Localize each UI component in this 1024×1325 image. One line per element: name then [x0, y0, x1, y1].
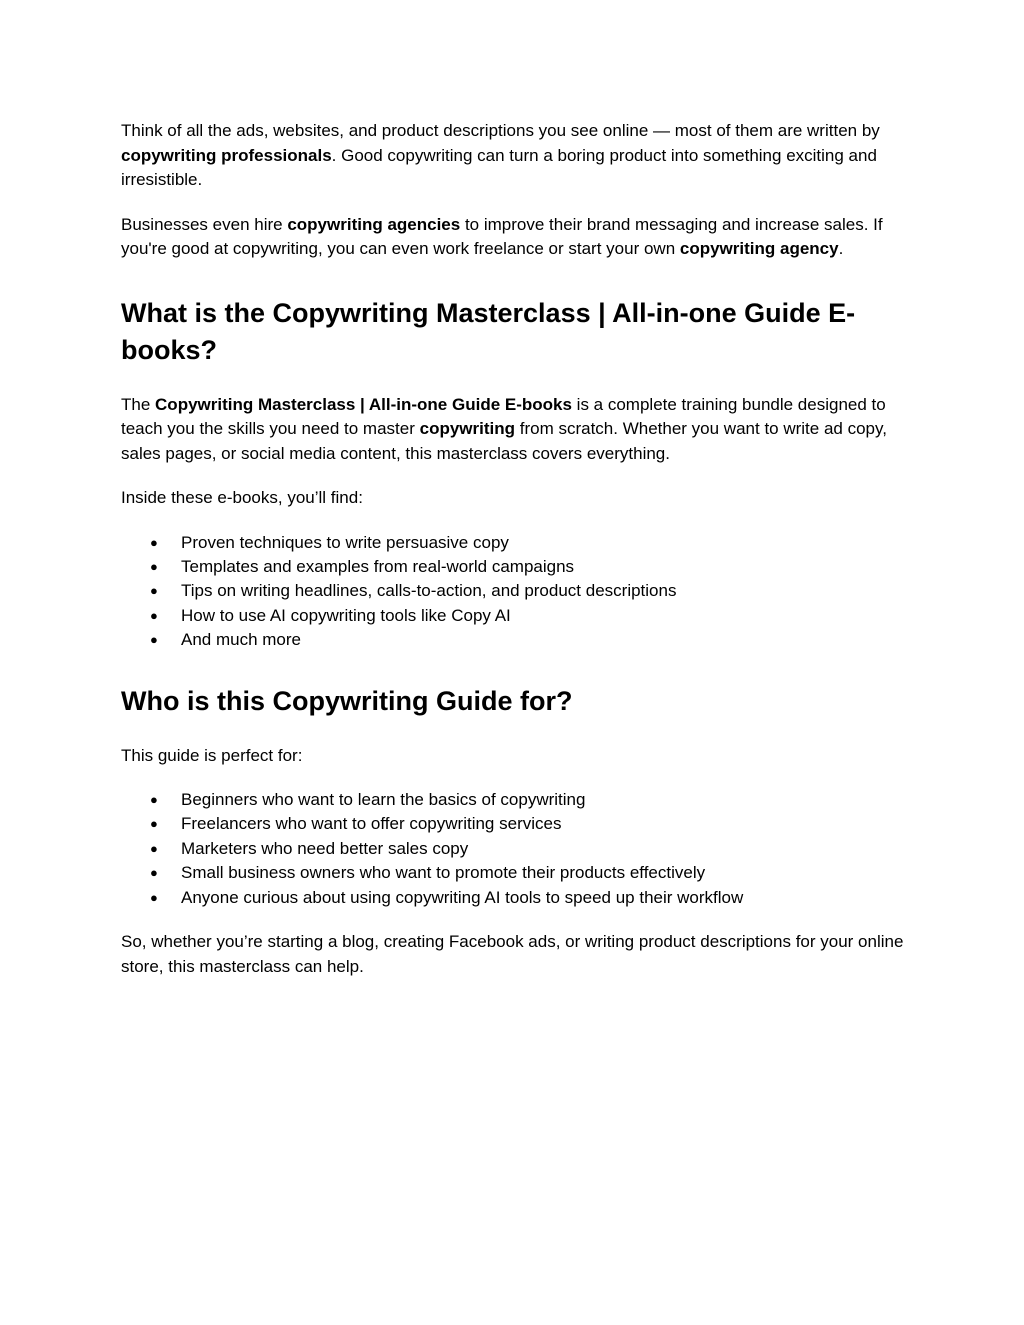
list-item: [121, 837, 911, 861]
text-run: The: [121, 394, 156, 414]
text-run: is a complete training bundle designed to teach you the skills you need to master: [121, 394, 886, 438]
bullet-icon: ●: [150, 840, 158, 856]
audience-intro-paragraph: This guide is perfect for:: [121, 745, 303, 765]
bold-term: copywriting professionals: [121, 145, 332, 165]
document-page: [121, 119, 911, 979]
audience-list: [121, 788, 911, 910]
bullet-icon: ●: [150, 792, 158, 808]
list-item-text: Marketers who need better sales copy: [181, 838, 469, 858]
list-item: [121, 812, 911, 836]
masterclass-description-paragraph: [121, 393, 911, 467]
bullet-icon: ●: [150, 889, 158, 905]
list-item-text: Proven techniques to write persuasive copy: [181, 532, 509, 552]
bullet-icon: ●: [150, 816, 158, 832]
ebook-contents-list: [121, 531, 911, 653]
list-item: [121, 555, 911, 579]
list-item: [121, 579, 911, 603]
text-run: Think of all the ads, websites, and product descriptions you see online — most of them are written by: [121, 121, 880, 140]
list-item: [121, 788, 911, 812]
text-run: from scratch. Whether you want to write ad copy, sales pages, or social media content, this masterclass covers everything.: [121, 419, 887, 463]
bullet-icon: ●: [150, 632, 158, 648]
list-item-text: And much more: [181, 630, 301, 650]
closing-paragraph: So, whether you’re starting a blog, creating Facebook ads, or writing product descriptions for your online store, this masterclass can help.: [121, 932, 904, 976]
bold-term: copywriting agencies: [287, 214, 461, 234]
list-item: [121, 886, 911, 910]
section-heading-what-is: What is the Copywriting Masterclass | All-in-one Guide E-books?: [121, 297, 856, 365]
list-item-text: Freelancers who want to offer copywriting services: [181, 814, 562, 834]
text-run: .: [838, 239, 844, 258]
text-run: to improve their brand messaging and increase sales. If you're good at copywriting, you can even work freelance or start your own: [121, 214, 883, 258]
list-item-text: Small business owners who want to promote their products effectively: [181, 863, 706, 883]
list-item-text: Tips on writing headlines, calls-to-action, and product descriptions: [181, 581, 677, 601]
list-item-text: Anyone curious about using copywriting AI tools to speed up their workflow: [181, 887, 744, 907]
list-item: [121, 861, 911, 885]
inside-ebooks-paragraph: Inside these e-books, you’ll find:: [121, 488, 363, 507]
bold-term: copywriting: [419, 419, 516, 438]
list-item: [121, 604, 911, 628]
bullet-icon: ●: [150, 865, 158, 881]
bold-term: Copywriting Masterclass | All-in-one Guide E-books: [155, 394, 572, 414]
list-item: [121, 531, 911, 555]
section-heading-who-is-for: Who is this Copywriting Guide for?: [121, 685, 573, 716]
list-item-text: Beginners who want to learn the basics of copywriting: [181, 790, 586, 810]
text-run: Businesses even hire: [121, 214, 288, 234]
bullet-icon: ●: [150, 534, 158, 550]
intro-paragraph: [121, 119, 911, 193]
list-item-text: How to use AI copywriting tools like Copy AI: [181, 605, 511, 625]
bullet-icon: ●: [150, 558, 158, 574]
bullet-icon: ●: [150, 607, 158, 623]
bold-term: copywriting agency: [679, 239, 839, 258]
agencies-paragraph: [121, 213, 911, 262]
bullet-icon: ●: [150, 583, 158, 599]
text-run: . Good copywriting can turn a boring product into something exciting and irresistible.: [121, 145, 877, 189]
list-item: [121, 628, 911, 652]
list-item-text: Templates and examples from real-world campaigns: [181, 556, 575, 576]
